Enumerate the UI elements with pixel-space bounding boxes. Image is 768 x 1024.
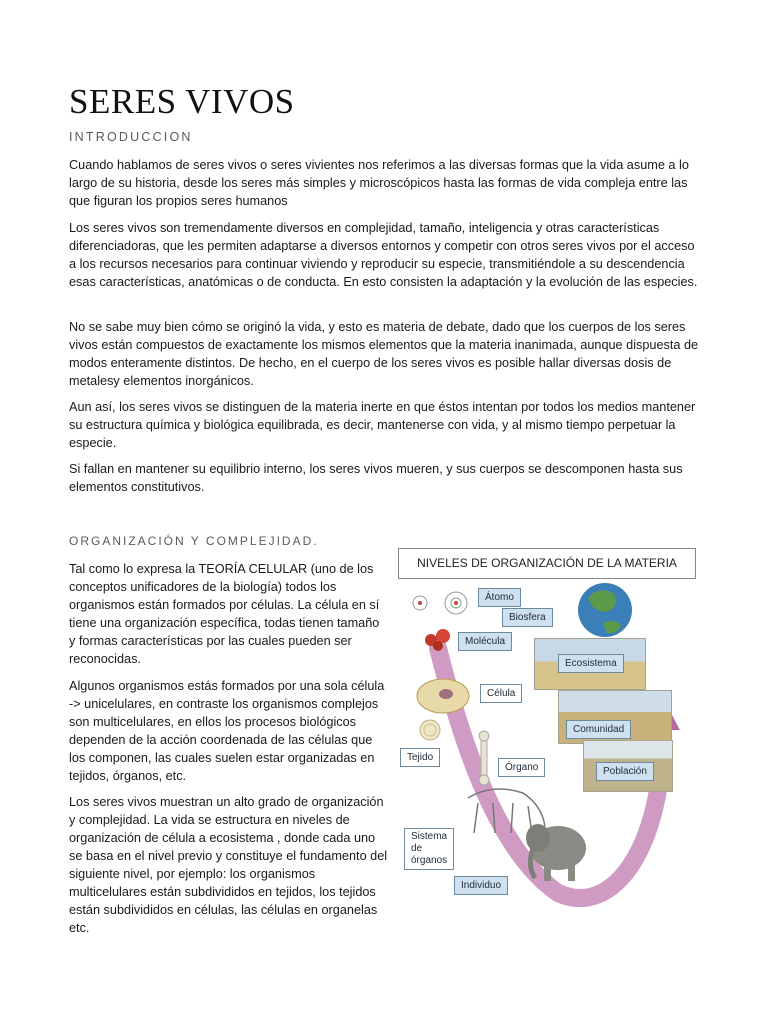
cell-icon bbox=[417, 679, 469, 713]
label-sistema-line-3: órganos bbox=[411, 855, 448, 866]
organization-levels-figure bbox=[398, 548, 698, 908]
intro-paragraph-2: Los seres vivos son tremendamente diversos en complejidad, tamaño, inteligencia y otras características diferenciadoras, que les permiten adaptarse a diversos entornos y competir con otros seres vivos por el acceso a los recursos necesarios para continuar viviendo y reproducir su especie, transmitiéndole a su descendencia esas características, anatómicas o de conducta. En esto consisten la adaptación y la evolución de las especies. bbox=[69, 221, 698, 289]
biosphere-globe-icon bbox=[578, 583, 632, 637]
intro-paragraph-3: No se sabe muy bien cómo se originó la vida, y esto es materia de debate, dado que los cuerpos de los seres vivos están compuestos de exactamente los mismos elementos que la materia inanimada, aunque dispuesta de modos enteramente distintos. De hecho, en el cuerpo de los seres vivos es posible hallar diversas dosis de metalesy elementos inorgánicos. bbox=[69, 320, 699, 388]
tissue-icon bbox=[420, 720, 440, 740]
label-organo: Órgano bbox=[498, 758, 545, 777]
bone-organ-icon bbox=[479, 731, 489, 785]
label-ecosistema: Ecosistema bbox=[558, 654, 624, 673]
section-paragraph-1: Tal como lo expresa la TEORÍA CELULAR (uno de los conceptos unificadores de la biología) todos los organismos están formados por células. La célula en sí tiene una organización específica, todas tienen tamaño y formas características por las cuales pueden ser reconocidas. bbox=[69, 562, 380, 666]
atom-icon bbox=[413, 592, 467, 614]
label-sistema-line-1: Sistema bbox=[411, 831, 448, 842]
label-individuo: Individuo bbox=[454, 876, 508, 895]
figure-title: NIVELES DE ORGANIZACIÓN DE LA MATERIA bbox=[398, 548, 696, 579]
label-biosfera: Biosfera bbox=[502, 608, 553, 627]
label-sistema-organos bbox=[404, 828, 454, 870]
label-poblacion: Población bbox=[596, 762, 654, 781]
label-molecula: Molécula bbox=[458, 632, 512, 651]
section-paragraph-3: Los seres vivos muestran un alto grado de organización y complejidad. La vida se estructura en niveles de organización de célula a ecosistema , donde cada uno se basa en el nivel previo y constituye el fundamento del siguiente nivel, por ejemplo: los organismos multicelulares están subdivididos en tejidos, los tejidos están subdivididos en células, las células en organelas etc. bbox=[69, 795, 388, 935]
label-tejido: Tejido bbox=[400, 748, 440, 767]
label-comunidad: Comunidad bbox=[566, 720, 631, 739]
intro-paragraph-4: Aun así, los seres vivos se distinguen de la materia inerte en que éstos intentan por todos los medios mantener su estructura química y biológica equilibrada, es decir, mantenerse con vida, y al mismo tiempo perpetuar la especie. bbox=[69, 400, 696, 450]
label-atomo: Átomo bbox=[478, 588, 521, 607]
label-celula: Célula bbox=[480, 684, 522, 703]
document-title: SERES VIVOS bbox=[69, 82, 295, 121]
label-sistema-line-2: de bbox=[411, 843, 423, 854]
document-subtitle: INTRODUCCION bbox=[69, 130, 193, 144]
intro-paragraph-5: Si fallan en mantener su equilibrio interno, los seres vivos mueren, y sus cuerpos se descomponen hasta sus elementos constitutivos. bbox=[69, 462, 683, 494]
section-paragraph-2: Algunos organismos estás formados por una sola célula -> unicelulares, en contraste los organismos complejos son multicelulares, en ellos los procesos biológicos dependen de la acción coordenada de las células que los componen, las cuales suelen estar organizadas en tejidos, órganos, etc. bbox=[69, 679, 385, 783]
section-heading: ORGANIZACIÓN Y COMPLEJIDAD. bbox=[69, 534, 319, 548]
intro-paragraph-1: Cuando hablamos de seres vivos o seres vivientes nos referimos a las diversas formas que la vida asume a lo largo de su historia, desde los seres más simples y microscópicos hasta las formas de vida compleja entre las que figuran los propios seres humanos bbox=[69, 158, 689, 208]
